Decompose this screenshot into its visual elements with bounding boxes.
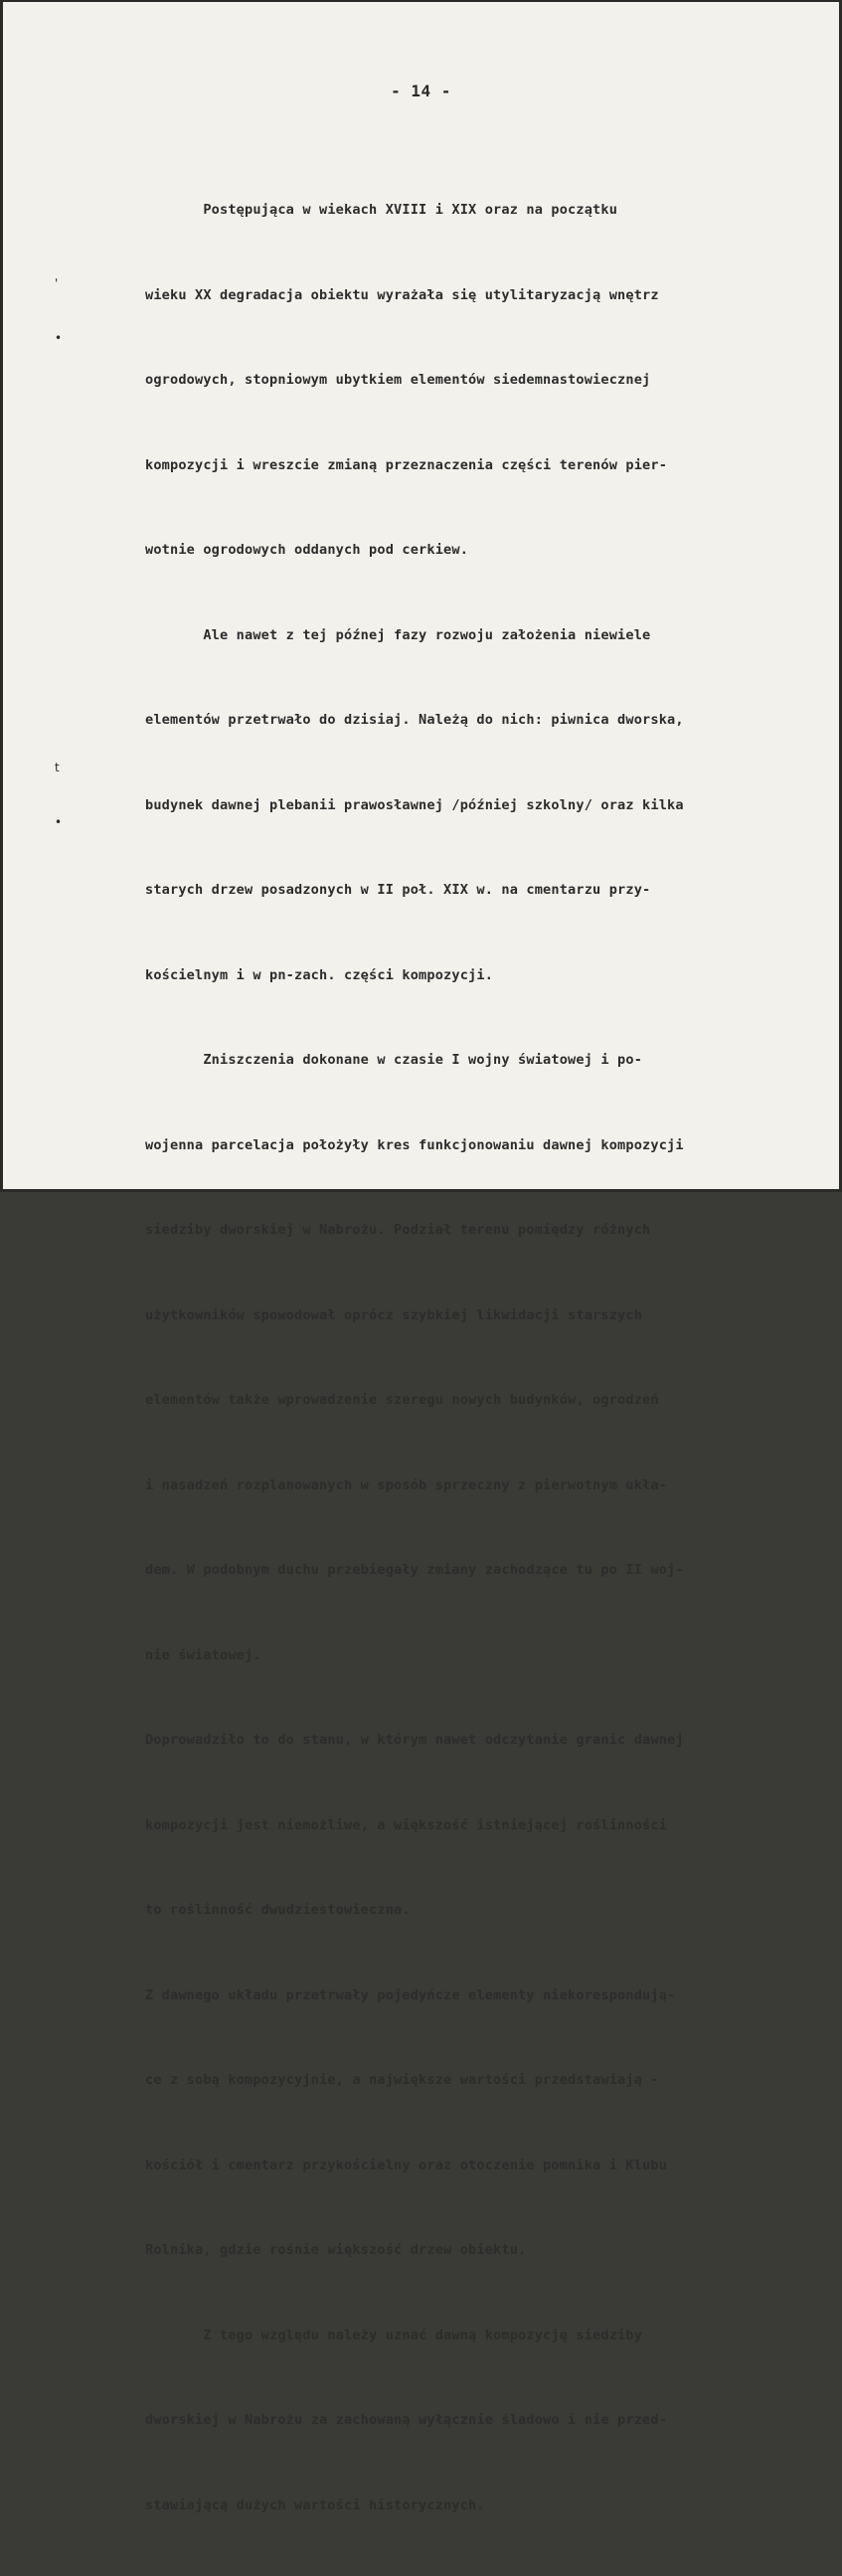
text-line: budynek dawnej plebanii prawosławnej /później szkolny/ oraz kilka bbox=[145, 796, 684, 813]
margin-mark: t bbox=[55, 761, 60, 774]
text-line: Ale nawet z tej późnej fazy rozwoju założenia niewiele bbox=[145, 626, 651, 643]
body-text bbox=[145, 139, 831, 2576]
text-line: kościelnym i w pn-zach. części kompozycji. bbox=[145, 966, 494, 983]
margin-mark: ' bbox=[55, 276, 59, 290]
text-line: i nasadzeń rozplanowanych w sposób sprzeczny z pierwotnym ukła- bbox=[145, 1476, 668, 1493]
text-line: kompozycji i wreszcie zmianą przeznaczenia części terenów pier- bbox=[145, 456, 668, 473]
text-line: kościół i cmentarz przykościelny oraz otoczenie pomnika i Klubu bbox=[145, 2156, 668, 2173]
text-line: użytkowników spowodował oprócz szybkiej likwidacji starszych bbox=[145, 1306, 643, 1323]
text-line: dworskiej w Nabrożu za zachowaną wyłącznie śladowo i nie przed- bbox=[145, 2412, 668, 2428]
text-line: elementów przetrwało do dzisiaj. Należą do nich: piwnica dworska, bbox=[145, 712, 684, 728]
text-line: dem. W podobnym duchu przebiegały zmiany zachodzące tu po II woj- bbox=[145, 1562, 684, 1578]
text-line: siedziby dworskiej w Nabrożu. Podział terenu pomiędzy różnych bbox=[145, 1222, 651, 1238]
margin-mark: • bbox=[55, 815, 63, 829]
text-line: nie światowej. bbox=[145, 1646, 261, 1663]
text-line: stawiającą dużych wartości historycznych. bbox=[145, 2496, 485, 2513]
page-number: - 14 - bbox=[391, 82, 451, 100]
text-line: starych drzew posadzonych w II poł. XIX w. na cmentarzu przy- bbox=[145, 882, 651, 898]
text-line: Doprowadziło to do stanu, w którym nawet odczytanie granic dawnej bbox=[145, 1732, 684, 1748]
text-line: ogrodowych, stopniowym ubytkiem elementów siedemnastowiecznej bbox=[145, 372, 651, 388]
text-line: Z tego względu należy uznać dawną kompozycję siedziby bbox=[145, 2326, 643, 2343]
text-line: wojenna parcelacja położyły kres funkcjonowaniu dawnej kompozycji bbox=[145, 1136, 684, 1153]
text-line: to roślinność dwudziestowieczna. bbox=[145, 1902, 411, 1918]
margin-mark: • bbox=[55, 331, 63, 345]
text-line: Z dawnego układu przetrwały pojedyńcze elementy niekorespondują- bbox=[145, 1986, 676, 2003]
text-line: Rolnika, gdzie rośnie większość drzew obiektu. bbox=[145, 2242, 527, 2258]
text-line: Zniszczenia dokonane w czasie I wojny światowej i po- bbox=[145, 1052, 643, 1068]
text-line: Postępująca w wiekach XVIII i XIX oraz na początku bbox=[145, 202, 618, 218]
text-line: ce z sobą kompozycyjnie, a największe wartości przedstawiają - bbox=[145, 2072, 659, 2088]
text-line: wieku XX degradacja obiektu wyrażała się utylitaryzacją wnętrz bbox=[145, 286, 659, 303]
text-line: elementów także wprowadzenie szeregu nowych budynków, ogrodzeń bbox=[145, 1392, 659, 1408]
text-line: wotnie ogrodowych oddanych pod cerkiew. bbox=[145, 542, 469, 558]
text-line: kompozycji jest niemożliwe, a większość istniejącej roślinności bbox=[145, 1816, 668, 1833]
